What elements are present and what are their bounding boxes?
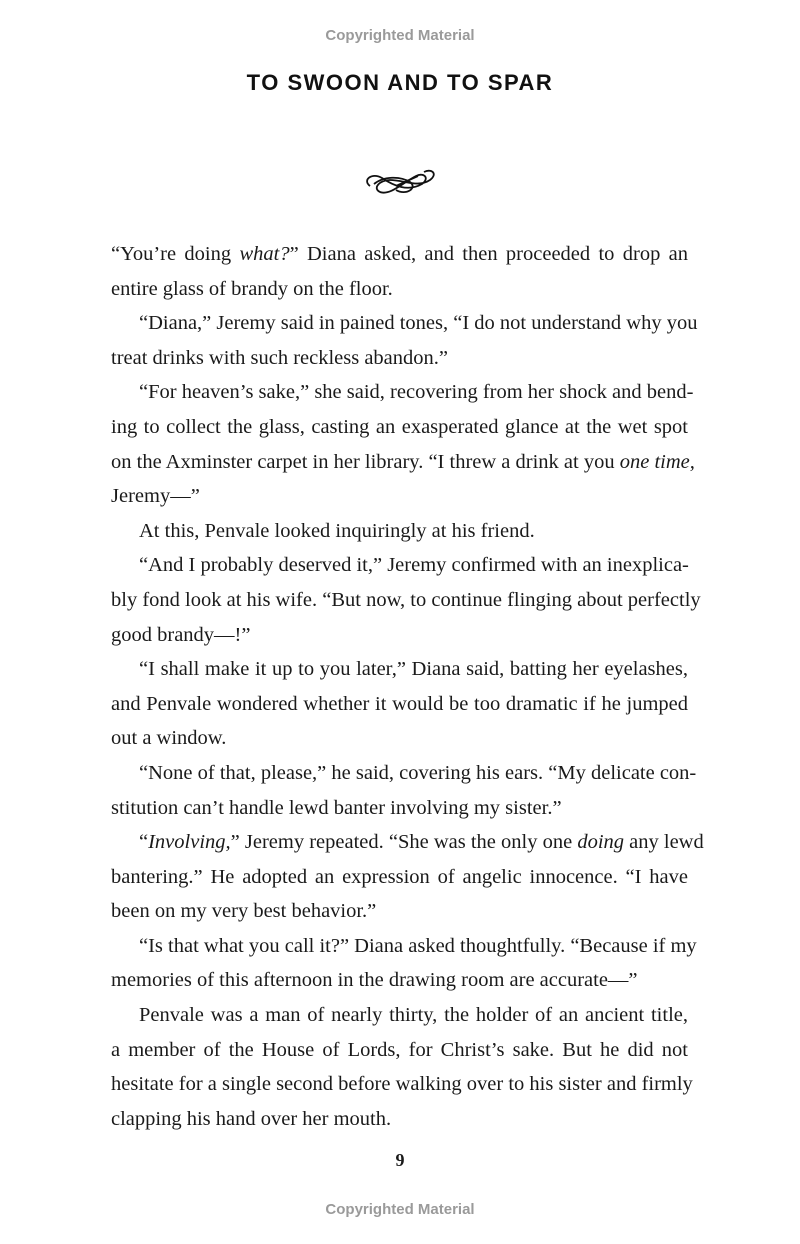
italic-text: one time,	[619, 450, 695, 473]
text-segment: “And I probably deserved it,” Jeremy confirmed with an inexplica-	[139, 554, 689, 577]
text-segment: “For heaven’s sake,” she said, recovering from her shock and bend-	[139, 381, 694, 404]
text-segment: ” Jeremy repeated. “She was the only one	[230, 831, 578, 854]
text-segment: out a window.	[111, 727, 227, 750]
text-line	[111, 998, 688, 1033]
flourish-ornament-icon	[360, 166, 440, 200]
text-line	[111, 963, 688, 998]
text-line	[111, 1067, 693, 1102]
text-segment: good brandy—!”	[111, 623, 251, 646]
text-segment: ing to collect the glass, casting an exasperated glance at the wet spot	[111, 415, 688, 438]
text-line	[111, 860, 688, 895]
text-line	[111, 1033, 688, 1068]
text-segment: stitution can’t handle lewd banter involving my sister.”	[111, 796, 562, 819]
text-segment: “I shall make it up to you later,” Diana said, batting her eyelashes,	[139, 658, 688, 681]
italic-text: Involving,	[148, 831, 231, 854]
text-segment: Penvale was a man of nearly thirty, the holder of an ancient title,	[139, 1004, 688, 1027]
text-segment: At this, Penvale looked inquiringly at his friend.	[139, 519, 535, 542]
copyright-watermark-top: Copyrighted Material	[325, 27, 475, 44]
text-segment: and Penvale wondered whether it would be too dramatic if he jumped	[111, 692, 688, 715]
text-segment: bantering.” He adopted an expression of angelic innocence. “I have	[111, 865, 688, 888]
text-line	[111, 410, 688, 445]
text-line	[111, 756, 697, 791]
text-segment: been on my very best behavior.”	[111, 900, 377, 923]
text-segment: entire glass of brandy on the floor.	[111, 277, 393, 300]
text-segment: “None of that, please,” he said, covering his ears. “My delicate con-	[139, 761, 697, 784]
chapter-title: TO SWOON AND TO SPAR	[246, 70, 554, 95]
text-segment: ” Diana asked, and then proceeded to drop an	[289, 243, 688, 265]
text-line	[111, 1102, 688, 1137]
text-segment: on the Axminster carpet in her library. “I threw a drink at you	[111, 450, 620, 473]
text-segment: any lewd	[624, 831, 704, 854]
text-line	[111, 479, 688, 514]
text-line	[111, 548, 688, 583]
text-segment: memories of this afternoon in the drawing room are accurate—”	[111, 969, 638, 992]
text-segment: a member of the House of Lords, for Christ’s sake. But he did not	[111, 1038, 688, 1061]
text-segment: “Diana,” Jeremy said in pained tones, “I do not understand why you	[139, 312, 698, 335]
text-segment: “Is that what you call it?” Diana asked thoughtfully. “Because if my	[139, 934, 697, 957]
italic-text: doing	[577, 831, 625, 854]
text-segment: bly fond look at his wife. “But now, to continue flinging about perfectly	[111, 588, 701, 611]
text-line	[111, 375, 694, 410]
text-line	[111, 237, 688, 272]
italic-text: what?	[239, 243, 290, 265]
text-line	[111, 687, 688, 722]
text-segment: hesitate for a single second before walking over to his sister and firmly	[111, 1073, 693, 1096]
text-segment: “	[139, 831, 149, 854]
text-line	[111, 652, 688, 687]
text-line	[111, 445, 695, 480]
text-line	[111, 929, 697, 964]
text-line	[111, 583, 701, 618]
text-segment: clapping his hand over her mouth.	[111, 1107, 392, 1130]
text-segment: Jeremy—”	[111, 485, 200, 508]
text-line	[111, 825, 704, 860]
text-line	[111, 894, 688, 929]
text-line	[111, 306, 698, 341]
text-line	[111, 272, 688, 307]
text-line	[111, 791, 688, 826]
text-line	[111, 341, 688, 376]
copyright-watermark-bottom: Copyrighted Material	[325, 1201, 475, 1218]
text-segment: treat drinks with such reckless abandon.”	[111, 346, 449, 369]
chapter-text	[111, 237, 704, 1136]
text-line	[111, 514, 688, 549]
page-number: 9	[395, 1150, 405, 1170]
text-segment: “You’re doing	[111, 243, 240, 265]
text-line	[111, 721, 688, 756]
text-line	[111, 618, 688, 653]
